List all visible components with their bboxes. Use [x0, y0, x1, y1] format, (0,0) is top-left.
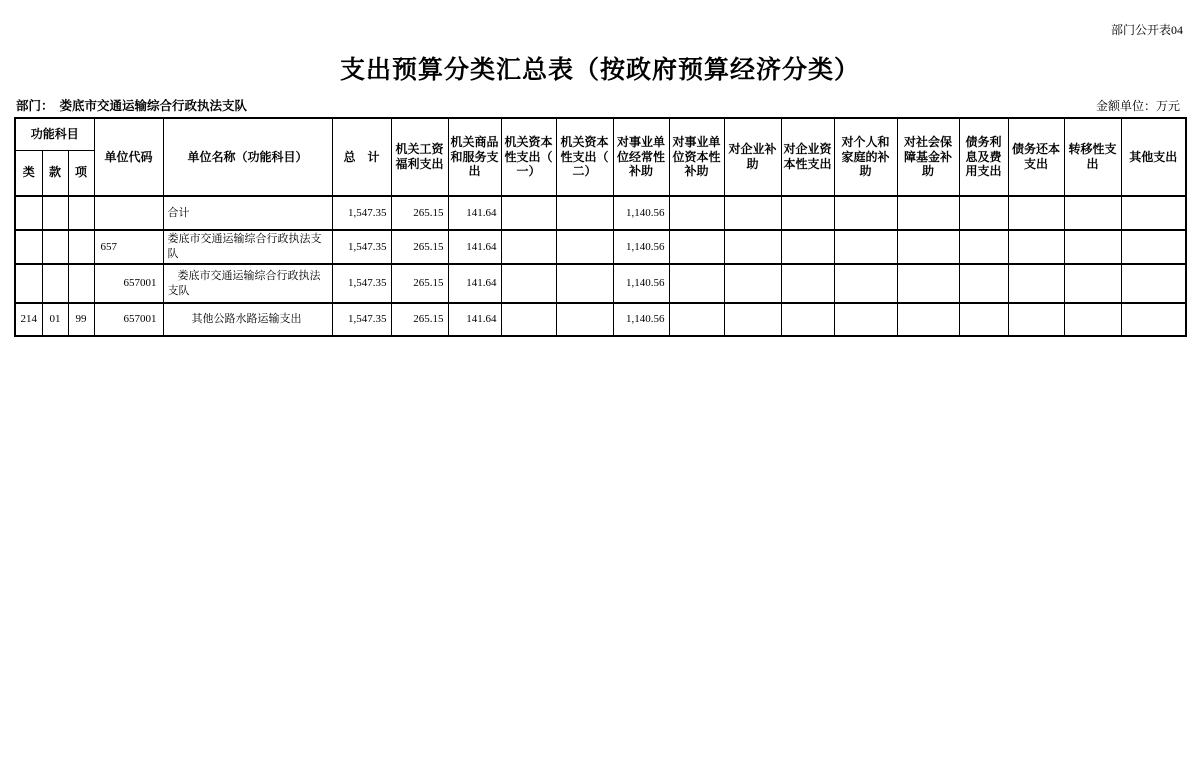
unit-name-cell: 合计: [163, 196, 332, 230]
value-cell: [897, 196, 959, 230]
value-cell: [781, 264, 834, 303]
func-section-cell: [42, 230, 68, 264]
value-cell: [834, 230, 897, 264]
value-cell: 265.15: [391, 303, 448, 336]
value-cell: [669, 303, 724, 336]
value-cell: [724, 230, 781, 264]
header-unit-name: 单位名称（功能科目）: [163, 118, 332, 196]
value-cell: [959, 230, 1008, 264]
value-cell: 1,140.56: [613, 264, 669, 303]
header-cell: 对企业补助: [724, 118, 781, 196]
form-number-label: 部门公开表04: [1110, 23, 1183, 37]
value-cell: [556, 196, 613, 230]
value-cell: 141.64: [448, 264, 501, 303]
value-cell: 265.15: [391, 264, 448, 303]
budget-table: [14, 117, 1187, 337]
header-cell: 对社会保障基金补助: [897, 118, 959, 196]
value-cell: 141.64: [448, 196, 501, 230]
value-cell: [1008, 264, 1064, 303]
value-cell: [781, 303, 834, 336]
value-cell: 1,547.35: [332, 303, 391, 336]
value-cell: 1,547.35: [332, 230, 391, 264]
value-cell: [1064, 230, 1121, 264]
value-cell: [959, 196, 1008, 230]
department-line: [16, 96, 247, 114]
value-cell: 265.15: [391, 230, 448, 264]
unit-code-cell: 657001: [94, 303, 163, 336]
page-title: 支出预算分类汇总表（按政府预算经济分类）: [339, 57, 860, 84]
value-cell: [1121, 196, 1186, 230]
value-cell: [834, 196, 897, 230]
value-cell: [959, 264, 1008, 303]
value-cell: [1064, 264, 1121, 303]
unit-code-cell: 657001: [94, 264, 163, 303]
func-section-cell: 01: [42, 303, 68, 336]
header-cell: 机关资本性支出（一）: [501, 118, 556, 196]
value-cell: [781, 230, 834, 264]
value-cell: 1,140.56: [613, 196, 669, 230]
value-cell: [1121, 303, 1186, 336]
value-cell: [724, 303, 781, 336]
value-cell: [724, 264, 781, 303]
header-func-group: 功能科目: [15, 118, 94, 150]
value-cell: 1,547.35: [332, 264, 391, 303]
value-cell: [501, 196, 556, 230]
header-cell: 对企业资本性支出: [781, 118, 834, 196]
value-cell: [1121, 264, 1186, 303]
header-row-top: [15, 118, 1186, 150]
header-cell: 机关资本性支出（二）: [556, 118, 613, 196]
table-row: [15, 230, 1186, 264]
value-cell: 1,547.35: [332, 196, 391, 230]
value-cell: [501, 303, 556, 336]
value-cell: [834, 264, 897, 303]
unit-code-cell: [94, 196, 163, 230]
func-class-cell: 214: [15, 303, 42, 336]
header-cell: 债务利息及费用支出: [959, 118, 1008, 196]
unit-name-cell: 娄底市交通运输综合行政执法支队: [163, 230, 332, 264]
header-total: 总 计: [332, 118, 391, 196]
value-cell: [1064, 303, 1121, 336]
value-cell: [1008, 230, 1064, 264]
header-func-item: 项: [68, 150, 94, 196]
header-cell: 其他支出: [1121, 118, 1186, 196]
func-section-cell: [42, 196, 68, 230]
func-class-cell: [15, 196, 42, 230]
header-cell: 转移性支出: [1064, 118, 1121, 196]
value-cell: 265.15: [391, 196, 448, 230]
value-cell: [1064, 196, 1121, 230]
table-row: [15, 196, 1186, 230]
value-cell: [1008, 303, 1064, 336]
table-row: [15, 264, 1186, 303]
func-item-cell: [68, 196, 94, 230]
header-cell: 机关商品和服务支出: [448, 118, 501, 196]
value-cell: [556, 264, 613, 303]
func-section-cell: [42, 264, 68, 303]
value-cell: [556, 303, 613, 336]
value-cell: [501, 264, 556, 303]
value-cell: [669, 230, 724, 264]
func-item-cell: 99: [68, 303, 94, 336]
value-cell: 1,140.56: [613, 303, 669, 336]
value-cell: [834, 303, 897, 336]
value-cell: [959, 303, 1008, 336]
value-cell: [897, 264, 959, 303]
header-cell: 机关工资福利支出: [391, 118, 448, 196]
value-cell: [669, 196, 724, 230]
header-cell: 对事业单位资本性补助: [669, 118, 724, 196]
value-cell: [724, 196, 781, 230]
value-cell: 1,140.56: [613, 230, 669, 264]
department-value: 娄底市交通运输综合行政执法支队: [59, 98, 248, 113]
header-func-section: 款: [42, 150, 68, 196]
unit-note: 金额单位：万元: [1095, 99, 1180, 113]
header-cell: 对个人和家庭的补助: [834, 118, 897, 196]
func-item-cell: [68, 230, 94, 264]
header-cell: 债务还本支出: [1008, 118, 1064, 196]
func-class-cell: [15, 264, 42, 303]
func-class-cell: [15, 230, 42, 264]
value-cell: [781, 196, 834, 230]
header-cell: 对事业单位经常性补助: [613, 118, 669, 196]
value-cell: 141.64: [448, 230, 501, 264]
value-cell: 141.64: [448, 303, 501, 336]
unit-name-cell: 娄底市交通运输综合行政执法支队: [163, 264, 332, 303]
value-cell: [1121, 230, 1186, 264]
department-label: 部门：: [16, 98, 54, 113]
unit-name-cell: 其他公路水路运输支出: [163, 303, 332, 336]
value-cell: [1008, 196, 1064, 230]
value-cell: [556, 230, 613, 264]
value-cell: [669, 264, 724, 303]
func-item-cell: [68, 264, 94, 303]
table-row: [15, 303, 1186, 336]
header-func-class: 类: [15, 150, 42, 196]
value-cell: [501, 230, 556, 264]
unit-code-cell: 657: [94, 230, 163, 264]
header-unit-code: 单位代码: [94, 118, 163, 196]
value-cell: [897, 303, 959, 336]
value-cell: [897, 230, 959, 264]
